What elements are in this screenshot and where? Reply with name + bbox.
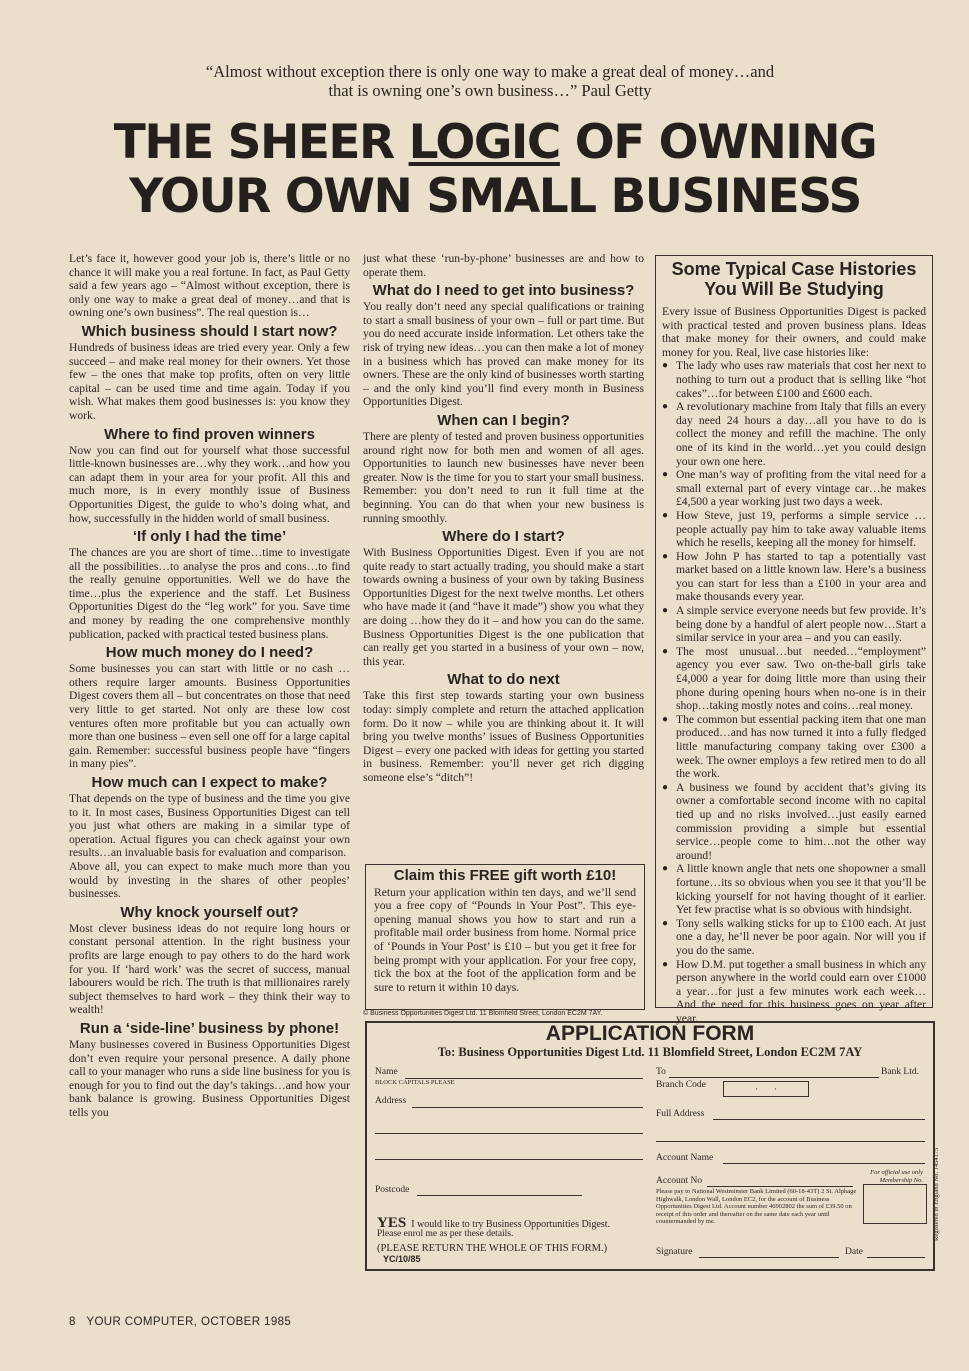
paragraph-knock-yourself-out: Most clever business ideas do not require long hours or constant personal attention. In the right business your profits are large enough to pay others to do the hard work for you. If ‘hard work’ was the secret of success, manual labourers would be rich. The truth is that millionaires rarely subject themselves to hard work – they think their way to wealth! bbox=[69, 921, 350, 1017]
full-address-label: Full Address bbox=[656, 1109, 705, 1119]
registered-number: Registered in England No. 1454175 bbox=[933, 1147, 940, 1241]
address-field-2[interactable] bbox=[375, 1133, 643, 1134]
bank-instructions: Please pay to National Westminster Bank Limited (60-18-43T) 2 St. Alphage Highwalk, London Wall, London EC2, for the account of Business Opportunities Digest Ltd. Account number 46902802 the sum of £39.50 on receipt of this order and thereafter on the same date each year until countermanded by me. bbox=[656, 1188, 857, 1225]
address-label: Address bbox=[375, 1096, 407, 1106]
return-instruction: (PLEASE RETURN THE WHOLE OF THIS FORM.) bbox=[377, 1243, 608, 1254]
form-title: APPLICATION FORM bbox=[545, 1022, 755, 1045]
case-item: ● Tony sells walking sticks for up to £100 each. At just one a day, he’ll never be poor again. Nor will you if you do the same. bbox=[662, 917, 926, 958]
case-item: ● How D.M. put together a small business in which any person anywhere in the world could earn over £1000 a year…for just a few minutes work each week…And the need for this business goes on year after year. bbox=[662, 958, 926, 1026]
paragraph-proven-winners: Now you can find out for yourself what those successful little-known businesses are…why they work…and how you can adapt them in your area for your profit. All this and much more, is in every monthly issue of Business Opportunities Digest, the guide to who’s doing what, and how, successfully in the hidden world of small business. bbox=[69, 443, 350, 525]
free-gift-box bbox=[365, 864, 645, 1010]
intro-paragraph: Let’s face it, however good your job is, there’s little or no chance it will make you a real fortune. In fact, as Paul Getty said a few years ago – “Almost without exception, there is only one way to make a great deal of money…and that is owning one’s own business”. The real question is… bbox=[69, 252, 350, 320]
paragraph-which-business: Hundreds of business ideas are tried every year. Only a few succeed – and make real money for their owners. Yet those few – the ones that make top profits, often on very little capital – can be used time and time again. Today if you wish. What makes them good businesses is: you know they work. bbox=[69, 340, 350, 422]
bank-name-field[interactable] bbox=[669, 1077, 879, 1078]
case-item: ● How John P has started to tap a potentially vast market based on a little known law. Here’s a business you can start for less than a £100 in your area and make thousands every year. bbox=[662, 550, 926, 604]
case-histories-intro: Every issue of Business Opportunities Digest is packed with practical tested and proven business plans. Ideas that make money for their owners, and could make money for you. Real, live case histories like: bbox=[662, 305, 926, 359]
yes-label: YES bbox=[377, 1215, 407, 1231]
case-item: ● One man’s way of profiting from the vital need for a small external part of every vintage car…he makes £4,500 a year working just two days a week. bbox=[662, 468, 926, 509]
date-field[interactable] bbox=[867, 1257, 925, 1258]
heading-how-much-money: How much money do I need? bbox=[105, 644, 314, 662]
paragraph-what-do-i-need: You really don’t need any special qualifications or training to start a small business of your own – full or part time. But you do need accurate inside information. Let others take the risk of trying new ideas…you can then make a lot of money in a business which has proved can make money for its owners. These are the only kind of businesses worth starting – and the only kind you’ll find every month in Business Opportunities Digest. bbox=[363, 300, 644, 409]
case-item: ● A simple service everyone needs but few provide. It’s being done by a handful of alert people now…Start a similar service in your area – and you can easily. bbox=[662, 604, 926, 645]
bank-to-label: To bbox=[656, 1067, 666, 1077]
enrol-text: Please enrol me as per these details. bbox=[377, 1229, 514, 1239]
heading-if-only: ‘If only I had the time’ bbox=[132, 528, 287, 546]
quote-line-2: that is owning one’s own business…” Paul Getty bbox=[328, 81, 652, 100]
case-list bbox=[662, 359, 926, 1025]
heading-expect-to-make: How much can I expect to make? bbox=[91, 774, 328, 791]
postcode-label: Postcode bbox=[375, 1185, 410, 1195]
form-to-address: To: Business Opportunities Digest Ltd. 11 Blomfield Street, London EC2M 7AY bbox=[437, 1045, 863, 1059]
paragraph-when-can-i-begin: There are plenty of tested and proven business opportunities around right now for both men and women of all ages. Opportunities to launch new businesses have never been greater. Now is the time for you to start your small business. Remember: you don’t need to run it full time at the beginning. You can do that when your new business is running smoothly. bbox=[363, 429, 644, 525]
copyright-line: © Business Opportunities Digest Ltd. 11 Blomfield Street, London EC2M 7AY. bbox=[363, 1010, 603, 1017]
heading-what-to-do-next: What to do next bbox=[447, 671, 560, 689]
headline-line-2: YOUR OWN SMALL BUSINESS bbox=[129, 169, 861, 224]
headline-part-2: OF OWNING bbox=[559, 115, 877, 170]
heading-which-business: Which business should I start now? bbox=[81, 322, 338, 340]
account-name-field[interactable] bbox=[723, 1163, 925, 1164]
bank-ltd-label: Bank Ltd. bbox=[881, 1067, 919, 1077]
branch-code-label: Branch Code bbox=[656, 1080, 706, 1090]
full-address-field-2[interactable] bbox=[656, 1141, 925, 1142]
application-form bbox=[365, 1021, 940, 1271]
heading-what-do-i-need: What do I need to get into business? bbox=[372, 282, 635, 300]
paragraph-what-to-do-next: Take this first step towards starting your own business today: simply complete and return the attached application form. Do it now – while you are thinking about it. It will bring you twelve months’ issues of Business Opportunities Digest – every one packed with ideas for getting you started in business. Remember: you’ll never get rich digging someone else’s “ditch”! bbox=[363, 689, 644, 784]
yes-text: I would like to try Business Opportunities Digest. bbox=[411, 1219, 611, 1230]
column-1 bbox=[69, 252, 350, 1119]
date-label: Date bbox=[845, 1247, 863, 1257]
paragraph-if-only: The chances are you are short of time…time to investigate all the possibilities…to analyse the pros and cons…to find the really genuine opportunities. Well we do have the time…plus the experience and the staff. Let Business Opportunities Digest do the “leg work” for you. Save time and money by reading the one comprehensive monthly publication, packed with practical tested business plans. bbox=[69, 546, 350, 641]
quote-line-1: “Almost without exception there is only one way to make a great deal of money…and bbox=[205, 62, 775, 81]
block-capitals-note: BLOCK CAPITALS PLEASE bbox=[375, 1079, 455, 1086]
branch-code-box[interactable]: · · bbox=[723, 1081, 809, 1097]
account-no-field[interactable] bbox=[707, 1186, 853, 1187]
address-field-1[interactable] bbox=[412, 1107, 643, 1108]
heading-when-can-i-begin: When can I begin? bbox=[437, 411, 570, 429]
case-histories-box bbox=[655, 255, 933, 1025]
paragraph-where-do-i-start: With Business Opportunities Digest. Even if you are not quite ready to start actually trading, you should make a start towards owning a business of your own by taking Business Opportunities Digest for the next twelve months. Let others who have made it (and “have it made”) show you what they are doing …how they do it – and how you can do the same. Business Opportunities Digest is the one publication that can really get you started in a business of your own – now, this year. bbox=[363, 546, 644, 668]
paragraph-how-much-money: Some businesses you can start with little or no cash …others require larger amounts. Business Opportunities Digest covers them all – but concentrates on those that need very little to get started. Not only are these low cost ventures often more profitable but you can actually own more than one business – even sell one off for a large capital gain. Remember: successful business people have “fingers in many pies”. bbox=[69, 662, 350, 771]
case-item: ● The common but essential packing item that one man produced…and has now turned it into a fully fledged little manufacturing company taking over £300 a week. The owner employs a few retired men to do all the work. bbox=[662, 713, 926, 781]
case-item: ● The most unusual…but needed…“employment” agency you ever saw. Two on-the-ball girls take £4,000 a year for doing little more than using their phone during opening hours when no-one is in their shop…taking mostly notes and coins…real money. bbox=[662, 645, 926, 713]
address-field-3[interactable] bbox=[375, 1159, 643, 1160]
name-label: Name bbox=[375, 1067, 398, 1077]
heading-knock-yourself-out: Why knock yourself out? bbox=[120, 903, 299, 921]
gift-title: Claim this FREE gift worth £10! bbox=[393, 867, 617, 884]
heading-proven-winners: Where to find proven winners bbox=[104, 425, 315, 443]
case-item: ● A little known angle that nets one shopowner a small fortune…its so obvious when you see it that you’ll be kicking yourself for not having thought of it earlier. Yet few practise what is so obvious with hindsight. bbox=[662, 862, 926, 916]
headline-part-1: THE SHEER bbox=[113, 115, 409, 170]
case-item: ● A revolutionary machine from Italy that fills an every day need 24 hours a day…all you have to do is collect the money and refill the machine. The only one of its kind in the world…yet you could design your own one here. bbox=[662, 400, 926, 468]
case-item: ● A business we found by accident that’s giving its owner a comfortable second income with no capital tied up and no risks involved…just easily earned commission providing a simple but essential service…people come to him…not the other way around! bbox=[662, 781, 926, 863]
case-histories-title: Some Typical Case Histories You Will Be Studying bbox=[671, 259, 917, 299]
membership-box bbox=[863, 1184, 927, 1224]
case-item: ● How Steve, just 19, performs a simple service …people actually pay him to take away valuable items which he resells, keeping all the money for himself. bbox=[662, 509, 926, 550]
signature-label: Signature bbox=[656, 1247, 693, 1257]
headline bbox=[60, 116, 930, 224]
account-no-label: Account No bbox=[656, 1176, 703, 1186]
paragraph-run-by-phone: just what these ‘run-by-phone’ businesses are and how to operate them. bbox=[363, 252, 644, 279]
paragraph-expect-to-make: That depends on the type of business and the time you give to it. In most cases, Business Opportunities Digest can tell you just what others are making in a similar type of operation. Actual figures you can check against your own results…an invaluable basis for evaluation and comparison. bbox=[69, 792, 350, 860]
heading-side-line: Run a ‘side-line’ business by phone! bbox=[79, 1019, 340, 1037]
heading-where-do-i-start: Where do I start? bbox=[442, 528, 565, 546]
case-item: ● The lady who uses raw materials that cost her next to nothing to turn out a product that is selling like “hot cakes”…for between £100 and £600 each. bbox=[662, 359, 926, 400]
opening-quote bbox=[100, 62, 880, 100]
paragraph-above-all: Above all, you can expect to make much more than you would by investing in the shares of other peoples’ businesses. bbox=[69, 859, 350, 901]
official-use-note: For official use only Membership No. bbox=[870, 1169, 923, 1184]
headline-logic: LOGIC bbox=[408, 115, 560, 170]
reference-code: YC/10/85 bbox=[383, 1254, 421, 1264]
gift-body: Return your application within ten days, and we’ll send you a free copy of “Pounds in Your Post”. This eye-opening manual shows you how to start and run a profitable mail order business from home. Normal price of ‘Pounds in Your Post’ is £10 – but you get it free for being prompt with your application. For your free copy, tick the box at the foot of the application form and be sure to return it within 10 days. bbox=[374, 885, 636, 994]
page-footer: 8 YOUR COMPUTER, OCTOBER 1985 bbox=[69, 1316, 292, 1328]
full-address-field-1[interactable] bbox=[713, 1119, 925, 1120]
postcode-field[interactable] bbox=[417, 1195, 582, 1196]
column-2 bbox=[363, 252, 644, 785]
paragraph-side-line: Many businesses covered in Business Opportunities Digest don’t even require your personal presence. A daily phone call to your manager who runs a side line business for you is enough for you to find out the day’s takings…and how your bank balance is growing. Business Opportunities Digest tells you bbox=[69, 1037, 350, 1119]
account-name-label: Account Name bbox=[656, 1153, 714, 1163]
signature-field[interactable] bbox=[699, 1257, 839, 1258]
